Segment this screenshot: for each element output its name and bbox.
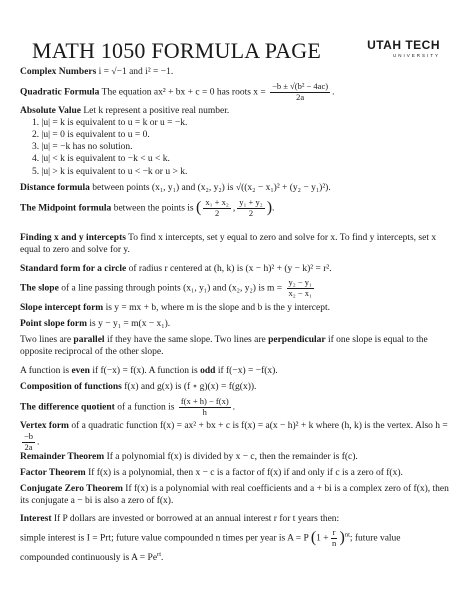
intercepts xyxy=(20,232,454,257)
complex-text: i = √−1 and i² = −1. xyxy=(98,67,174,77)
midpoint-num-y: y₁ + y₂ xyxy=(239,197,263,208)
parallel-term: parallel xyxy=(73,335,105,345)
odd-term: odd xyxy=(200,366,216,376)
slope-label: The slope xyxy=(20,283,59,294)
factor-theorem xyxy=(20,467,454,479)
point-slope-text: is y − y₁ = m(x − x₁). xyxy=(89,319,171,329)
factor-label: Factor Theorem xyxy=(20,468,86,478)
intercepts-text: To find x intercepts, set y equal to zero and solve for x. To find y intercepts, set x equal to zero and solve for y. xyxy=(20,233,437,256)
midpoint-den-x: 2 xyxy=(214,207,220,218)
quadratic-formula xyxy=(20,82,454,103)
conjugate-text: If f(x) is a polynomial with real coefficients and a + bi is a complex zero of f(x), then its conjugate a − bi is also a zero of f(x). xyxy=(20,484,449,507)
conjugate-zero-theorem xyxy=(20,483,454,508)
diff-quotient-label: The difference quotient xyxy=(20,402,115,413)
vertex-denominator: 2a xyxy=(24,442,33,453)
absolute-value xyxy=(20,105,454,117)
slope-text: of a line passing through points (x₁, y₁) and (x₂, y₂) is m = xyxy=(61,283,283,294)
difference-quotient xyxy=(20,397,454,418)
remainder-theorem xyxy=(20,451,454,463)
diff-quotient-text: of a function is xyxy=(117,402,175,413)
slope-formula xyxy=(20,278,454,299)
list-item: 5. |u| > k is equivalent to u < −k or u > k. xyxy=(32,166,188,177)
circle-label: Standard form for a circle xyxy=(20,264,127,274)
composition-text: f(x) and g(x) is (f ∘ g)(x) = f(g(x)). xyxy=(124,382,257,392)
lines-text-1: Two lines are xyxy=(20,335,72,345)
conjugate-label: Conjugate Zero Theorem xyxy=(20,484,123,494)
absval-list xyxy=(32,117,187,178)
even-odd-text-3: if f(−x) = −f(x). xyxy=(217,366,278,376)
absval-text: Let k represent a positive real number. xyxy=(83,106,230,116)
interest-label: Interest xyxy=(20,514,52,524)
university-logo xyxy=(367,38,440,58)
slope-intercept-label: Slope intercept form xyxy=(20,303,104,313)
even-odd-text-2: if f(−x) = f(x). A function is xyxy=(92,366,198,376)
vertex-tail: . xyxy=(37,437,40,448)
quadratic-fraction xyxy=(270,82,330,103)
midpoint-label: The Midpoint formula xyxy=(20,203,112,214)
midpoint-den-y: 2 xyxy=(248,207,254,218)
logo-sub-text: UNIVERSITY xyxy=(392,53,440,58)
slope-fraction xyxy=(287,278,314,299)
even-odd-text-1: A function is xyxy=(20,366,70,376)
midpoint-fraction-x xyxy=(203,198,230,219)
midpoint-fraction-y xyxy=(237,198,264,219)
interest-line-3-text: compounded continuously is A = Pe xyxy=(20,553,158,564)
point-slope-form xyxy=(20,318,454,330)
composition-label: Composition of functions xyxy=(20,382,122,392)
page-header xyxy=(20,34,454,64)
remainder-text: If a polynomial f(x) is divided by x − c, then the remainder is f(c). xyxy=(106,452,358,462)
slope-denominator: x₂ − x₁ xyxy=(288,287,313,298)
lines-text-2: if they have the same slope. Two lines are xyxy=(106,335,266,345)
vertex-label: Vertex form xyxy=(20,421,69,431)
interest-frac-den: n xyxy=(331,537,337,548)
vertex-numerator: −b xyxy=(24,431,34,442)
slope-intercept-text: is y = mx + b, where m is the slope and b is the y intercept. xyxy=(105,303,331,313)
point-slope-label: Point slope form xyxy=(20,319,88,329)
vertex-form xyxy=(20,420,454,453)
interest-line-2b: ; future value xyxy=(349,533,401,544)
interest-text: If P dollars are invested or borrowed at an annual interest r for t years then: xyxy=(53,514,340,524)
interest-line-2a: simple interest is I = Prt; future value compounded n times per year is A = P xyxy=(20,533,309,544)
interest-line-3-tail: . xyxy=(161,553,164,564)
midpoint-text: between the points is xyxy=(113,203,194,214)
factor-text: If f(x) is a polynomial, then x − c is a factor of f(x) if and only if c is a zero of f(x). xyxy=(88,468,403,478)
vertex-fraction xyxy=(22,432,35,453)
quadratic-label: Quadratic Formula xyxy=(20,87,100,98)
vertex-text: of a quadratic function f(x) = ax² + bx + c is f(x) = a(x − h)² + k where (h, k) is the vertex. xyxy=(71,421,414,431)
quadratic-denominator: 2a xyxy=(296,91,305,102)
quadratic-tail: . xyxy=(332,87,335,98)
midpoint-formula: The Midpoint formula between the points is ( $\frac{\text{x₁ + x₂}}{2}$ , $\frac{\text{y₁ + y₂}}{2}$ ). xyxy=(20,197,275,218)
interest xyxy=(20,513,454,525)
diff-quotient-denominator: h xyxy=(202,406,207,417)
distance-text: between points (x₁, y₁) and (x₂, y₂) is √((x₂ − x₁)² + (y₂ − y₁)²). xyxy=(92,183,331,193)
list-item: 3. |u| = −k has no solution. xyxy=(32,142,133,153)
interest-exponent-2: rt xyxy=(157,551,162,558)
composition xyxy=(20,381,454,393)
list-item: 2. |u| = 0 is equivalent to u = 0. xyxy=(32,130,150,141)
complex-label: Complex Numbers xyxy=(20,67,97,77)
interest-line-3 xyxy=(20,551,454,565)
logo-main-text: UTAH TECH xyxy=(367,38,440,52)
vertex-text-2: Also h = xyxy=(414,421,448,431)
diff-quotient-fraction xyxy=(179,397,231,418)
perpendicular-term: perpendicular xyxy=(268,335,326,345)
interest-line-2: simple interest is I = Prt; future value compounded n times per year is A = P (1 + $\frac{r}{n}$ )$^{nt}$; future value xyxy=(20,527,401,548)
parallel-perpendicular xyxy=(20,334,454,359)
complex-numbers xyxy=(20,66,454,78)
even-odd xyxy=(20,365,454,377)
interest-frac-num: r xyxy=(332,527,336,538)
interest-fraction xyxy=(331,528,338,549)
lines-text-3: if one slope is equal to the opposite reciprocal of the other slope. xyxy=(20,335,428,358)
diff-quotient-tail: . xyxy=(232,402,236,413)
absval-label: Absolute Value xyxy=(20,106,81,116)
page-title: MATH 1050 FORMULA PAGE xyxy=(32,38,322,63)
intercepts-label: Finding x and y intercepts xyxy=(20,233,126,243)
distance-formula xyxy=(20,182,454,194)
quadratic-numerator: −b ± √(b² − 4ac) xyxy=(272,81,329,91)
quadratic-text: The equation ax² + bx + c = 0 has roots x = xyxy=(101,87,266,98)
circle-form xyxy=(20,263,454,275)
even-term: even xyxy=(71,366,90,376)
remainder-label: Remainder Theorem xyxy=(20,452,105,462)
list-item: 4. |u| < k is equivalent to −k < u < k. xyxy=(32,154,170,165)
slope-intercept-form xyxy=(20,302,454,314)
circle-text: of radius r centered at (h, k) is (x − h)² + (y − k)² = r². xyxy=(128,264,332,274)
slope-numerator: y₂ − y₁ xyxy=(288,277,313,287)
midpoint-num-x: x₁ + x₂ xyxy=(205,197,229,208)
distance-label: Distance formula xyxy=(20,183,90,193)
list-item: 1. |u| = k is equivalent to u = k or u = −k. xyxy=(32,118,188,128)
interest-exponent: nt xyxy=(344,531,350,539)
diff-quotient-numerator: f(x + h) − f(x) xyxy=(180,396,229,406)
